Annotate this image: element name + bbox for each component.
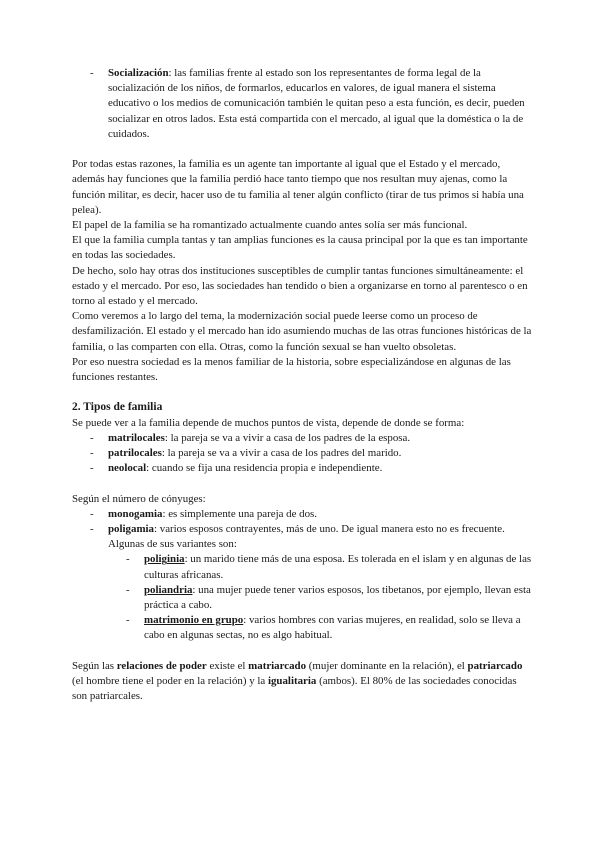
list-dash: - [126, 583, 130, 596]
term: matrimonio en grupo [144, 614, 244, 627]
item-text: : un marido tiene más de una esposa. Es tolerada en el islam y en algunas de las culturas africanas. [144, 553, 532, 581]
item-text: : una mujer puede tener varios esposos, los tibetanos, por ejemplo, llevan esta práctica a cabo. [144, 583, 531, 612]
term-socializacion: Socialización [108, 67, 169, 79]
term: patrilocales [108, 447, 162, 460]
item-text: : la pareja se va a vivir a casa de los padres del marido. [161, 447, 402, 460]
spacer [72, 476, 532, 491]
paragraph-3: El que la familia cumpla tantas y tan amplias funciones es la causa principal por la que es tan importante en todas las sociedades. [72, 234, 528, 262]
paragraph-4: De hecho, solo hay otras dos instituciones susceptibles de cumplir tantas funciones simultáneamente: el estado y el mercado. Por eso, las sociedades han tendido o bien a organizarse en torno al parentesco o en torno al estado y el mercado. [72, 264, 528, 308]
item-text: : varios hombres con varias mujeres, en realidad, solo se lleva a cabo en algunas sectas, no es algo habitual. [144, 614, 521, 642]
list-dash: - [90, 67, 94, 79]
list-item-neolocal [72, 461, 532, 476]
power-paragraph [72, 659, 532, 705]
term: poligamia [108, 523, 154, 536]
list-dash: - [90, 507, 94, 520]
text-segment: Según las [72, 659, 117, 672]
item-text: : es simplemente una pareja de dos. [162, 507, 318, 520]
item-text: : varios esposos contrayentes, más de uno. De igual manera esto no es frecuente. Algunas de sus variantes son: [108, 523, 505, 551]
item-text: : la pareja se va a vivir a casa de los padres de la esposa. [164, 431, 411, 444]
section-intro: Se puede ver a la familia depende de muchos puntos de vista, depende de donde se forma: [72, 416, 465, 429]
document-body [72, 66, 532, 704]
list-dash: - [90, 447, 94, 460]
list-item-monogamia [72, 507, 532, 522]
section-heading: 2. Tipos de familia [72, 401, 163, 414]
spacer [72, 385, 532, 400]
list-item-poligamia [72, 522, 532, 552]
term-matriarcado: matriarcado [248, 659, 307, 672]
term: poliginia [144, 553, 185, 566]
list-item-patrilocales [72, 446, 532, 461]
item-text: : las familias frente al estado son los representantes de forma legal de la socialización de los niños, de formarlos, educarlos en valores, de igual manera el sistema educativo o los medios de comunicación también le quitan peso a esta función, es decir, pueden socializar en otros lados. Esta está compartida con el mercado, al igual que la doméstica o la de cuidados. [108, 67, 525, 140]
term: neolocal [108, 462, 147, 475]
term-igualitaria: igualitaria [267, 675, 317, 688]
list-dash: - [90, 431, 94, 444]
sublist-item-poliandria [72, 583, 532, 613]
list-dash: - [90, 462, 94, 475]
sublist-item-matrimonio-en-grupo [72, 613, 532, 643]
paragraph-2: El papel de la familia se ha romantizado actualmente cuando antes solía ser más funcional. [72, 219, 468, 232]
text-segment: (ambos). El 80% de las sociedades conocidas son patriarcales. [72, 675, 517, 703]
item-text: : cuando se fija una residencia propia e independiente. [146, 462, 383, 475]
text-segment: (el hombre tiene el poder en la relación) y la [72, 675, 268, 688]
term: matrilocales [108, 431, 165, 444]
list-dash: - [126, 553, 130, 566]
spouses-intro: Según el número de cónyuges: [72, 492, 206, 505]
spacer [72, 644, 532, 659]
text-segment: (mujer dominante en la relación), el [306, 659, 468, 672]
list-item-socializacion [72, 66, 532, 142]
term: poliandria [144, 583, 193, 596]
paragraph-1: Por todas estas razones, la familia es un agente tan importante al igual que el Estado y el mercado, además hay funciones que la familia perdió hace tanto tiempo que nos resultan muy ajenas, como la función militar, es decir, hacer uso de tu familia al tener algún conflicto (tirar de tus primos si había una pelea). [72, 158, 524, 216]
paragraph-6: Por eso nuestra sociedad es la menos familiar de la historia, sobre especializándose en algunas de las funciones restantes. [72, 355, 511, 384]
text-segment: existe el [206, 659, 249, 672]
term: monogamia [108, 507, 163, 520]
term-relaciones-de-poder: relaciones de poder [116, 659, 207, 672]
list-item-matrilocales [72, 431, 532, 446]
term-patriarcado: patriarcado [467, 659, 523, 672]
paragraph-5: Como veremos a lo largo del tema, la modernización social puede leerse como un proceso de desfamilización. El estado y el mercado han ido asumiendo muchas de las otras funciones históricas de la familia, o las comparten con ella. Otras, como la función sexual se han vuelto obsoletas. [72, 310, 532, 353]
sublist-item-poliginia [72, 552, 532, 582]
list-dash: - [90, 523, 94, 536]
list-dash: - [126, 614, 130, 627]
spacer [72, 142, 532, 157]
